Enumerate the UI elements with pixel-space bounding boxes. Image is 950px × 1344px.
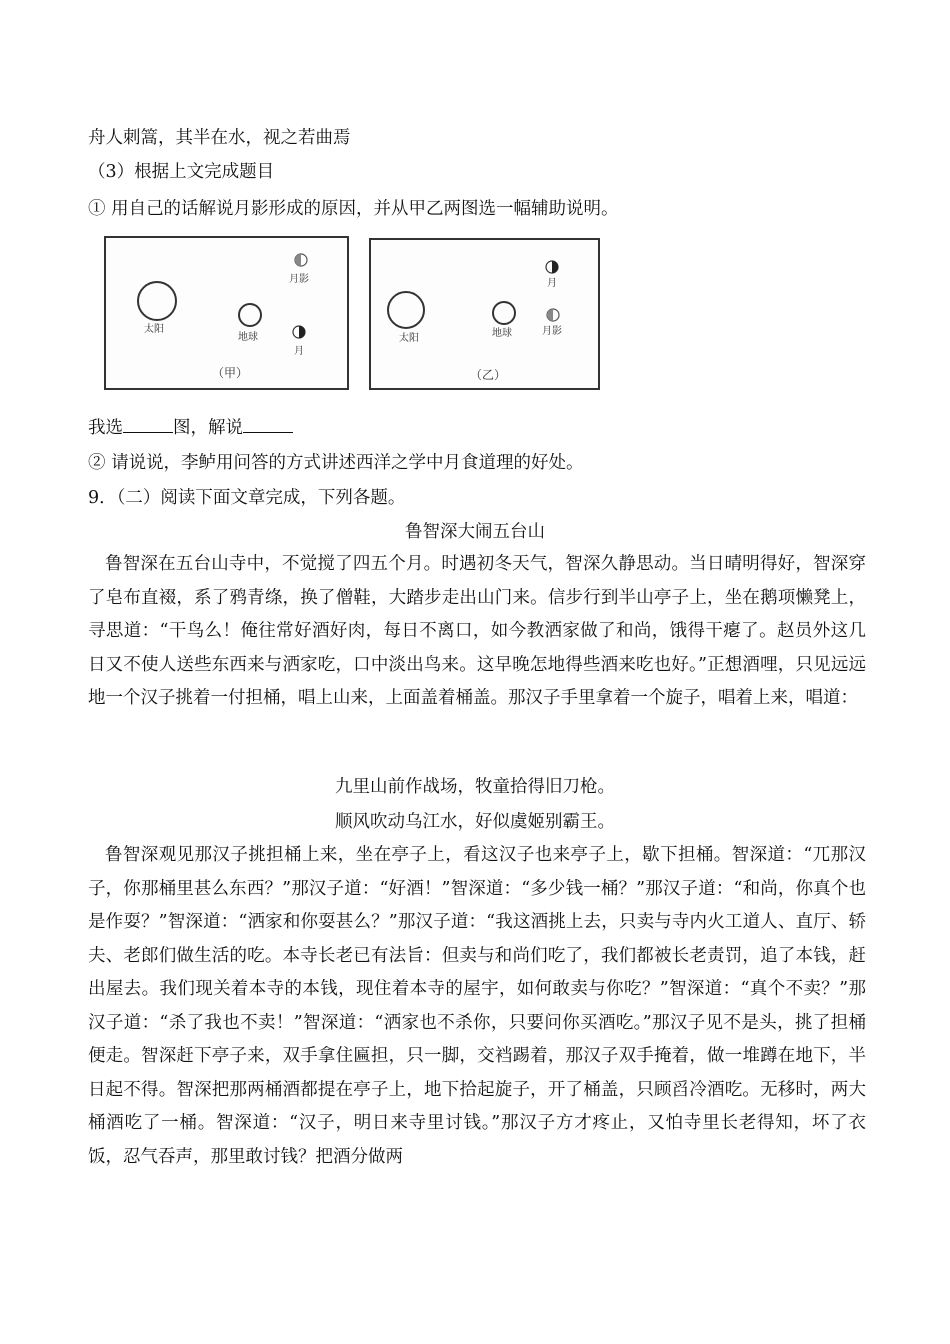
article-paragraph-2: 鲁智深观见那汉子挑担桶上来，坐在亭子上，看这汉子也来亭子上，歇下担桶。智深道：“兀那汉子，你那桶里甚么东西？”那汉子道：“好酒！”智深道：“多少钱一桶？”那汉子道：“和尚，你真个也是作耍？”智深道：“洒家和你耍甚么？”那汉子道：“我这酒挑上去，只卖与寺内火工道人、直厅、轿夫、老郎们做生活的吃。本寺长老已有法旨：但卖与和尚们吃了，我们都被长老责罚，追了本钱，赶出屋去。我们现关着本寺的本钱，现住着本寺的屋宇，如何敢卖与你吃？”智深道：“真个不卖？”那汉子道：“杀了我也不卖！”智深道：“洒家也不杀你，只要问你买酒吃。”那汉子见不是头，挑了担桶便走。智深赶下亭子来，双手拿住匾担，只一脚，交裆踢着，那汉子双手掩着，做一堆蹲在地下，半日起不得。智深把那两桶酒都提在亭子上，地下拾起旋子，开了桶盖，只顾舀冷酒吃。无移时，两大桶酒吃了一桶。智深道：“汉子，明日来寺里讨钱。”那汉子方才疼止，又怕寺里长老得知，坏了衣饭，忍气吞声，那里敢讨钱？把酒分做两 xyxy=(88,845,866,1167)
earth-label: 地球 xyxy=(238,332,258,343)
question-2-prompt: ② 请说说，李鲈用问答的方式讲述西洋之学中月食道理的好处。 xyxy=(88,453,584,473)
moon-label: 月 xyxy=(294,346,304,357)
moon-icon xyxy=(293,326,305,338)
moon-shadow-icon xyxy=(547,309,559,321)
sun-label: 太阳 xyxy=(144,324,164,335)
poem-line-2: 顺风吹动乌江水，好似虞姬别霸王。 xyxy=(335,812,615,832)
sun-circle xyxy=(138,282,176,320)
earth-circle xyxy=(493,302,515,324)
moon-shadow-icon xyxy=(295,254,307,266)
moon-icon xyxy=(546,261,558,273)
earth-circle xyxy=(239,304,261,326)
article-paragraph-1: 鲁智深在五台山寺中，不觉搅了四五个月。时遇初冬天气，智深久静思动。当日晴明得好，智深穿了皂布直裰，系了鸦青绦，换了僧鞋，大踏步走出山门来。信步行到半山亭子上，坐在鹅项懒凳上，寻思道：“干鸟么！俺往常好酒好肉，每日不离口，如今教洒家做了和尚，饿得干瘪了。赵员外这几日又不使人送些东西来与洒家吃，口中淡出鸟来。这早晚怎地得些酒来吃也好。”正想酒哩，只见远远地一个汉子挑着一付担桶，唱上山来，上面盖着桶盖。那汉子手里拿着一个旋子，唱着上来，唱道： xyxy=(88,554,866,708)
question-3-heading: （3）根据上文完成题目 xyxy=(88,162,275,182)
answer-prefix: 我选 xyxy=(88,418,123,438)
earth-label: 地球 xyxy=(492,328,512,339)
figure-caption: （甲） xyxy=(212,366,249,380)
figure-yi xyxy=(369,238,600,390)
question-9-heading: 9．（二）阅读下面文章完成，下列各题。 xyxy=(88,488,406,508)
article-title: 鲁智深大闹五台山 xyxy=(405,522,545,542)
poem-line: 舟人刺篙，其半在水，视之若曲焉 xyxy=(88,128,351,148)
question-1-prompt: ① 用自己的话解说月影形成的原因，并从甲乙两图选一幅辅助说明。 xyxy=(88,199,619,219)
poem-line-1: 九里山前作战场，牧童拾得旧刀枪。 xyxy=(335,777,615,797)
figure-caption: （乙） xyxy=(470,368,507,382)
moon-shadow-label: 月影 xyxy=(542,326,562,337)
answer-line xyxy=(88,414,293,440)
figure-jia xyxy=(104,236,349,390)
figure-choice-blank[interactable] xyxy=(123,414,173,433)
explanation-blank[interactable] xyxy=(243,414,293,433)
moon-label: 月 xyxy=(547,278,557,289)
sun-circle xyxy=(388,292,424,328)
moon-shadow-label: 月影 xyxy=(289,274,309,285)
sun-label: 太阳 xyxy=(399,333,419,344)
answer-middle: 图，解说 xyxy=(173,418,243,438)
